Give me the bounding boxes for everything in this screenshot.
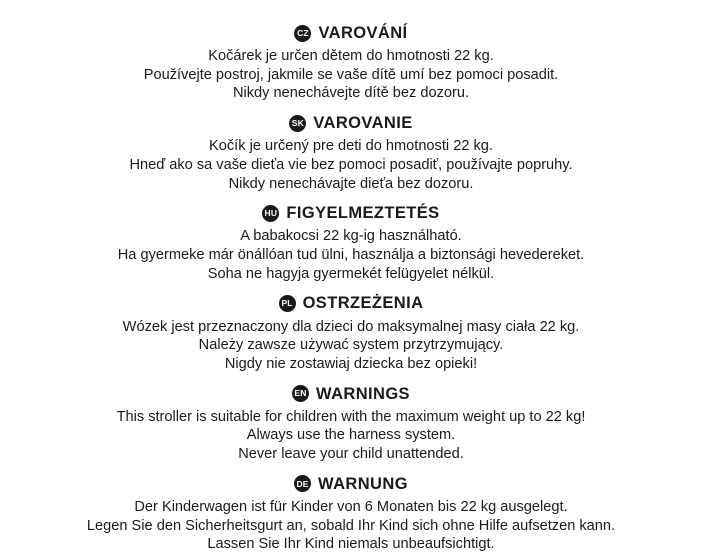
section-title: OSTRZEŻENIA — [302, 294, 424, 313]
warning-section-en — [10, 385, 692, 464]
section-heading — [10, 385, 692, 403]
body-line: Der Kinderwagen ist für Kinder von 6 Monaten bis 22 kg ausgelegt. — [134, 498, 568, 515]
country-code-badge-icon: HU — [262, 205, 279, 222]
section-body — [10, 227, 692, 283]
section-body — [10, 498, 692, 554]
section-heading — [10, 204, 692, 222]
section-heading — [10, 114, 692, 132]
section-body — [10, 137, 692, 193]
section-body — [10, 318, 692, 374]
section-title: VAROVANIE — [313, 114, 413, 133]
country-code-badge-icon: EN — [292, 385, 309, 402]
section-title: WARNUNG — [318, 474, 408, 493]
country-code-badge-icon: SK — [289, 115, 306, 132]
section-title: WARNINGS — [316, 384, 410, 403]
body-line: Never leave your child unattended. — [238, 446, 464, 463]
body-line: Kočárek je určen dětem do hmotnosti 22 kg. — [208, 48, 494, 65]
body-line: Lassen Sie Ihr Kind niemals unbeaufsichtigt. — [207, 536, 495, 553]
warning-section-cz — [10, 24, 692, 103]
body-line: Hneď ako sa vaše dieťa vie bez pomoci posadiť, používajte popruhy. — [129, 156, 573, 173]
warning-section-hu — [10, 204, 692, 283]
country-code-badge-icon: DE — [294, 475, 311, 492]
body-line: This stroller is suitable for children with the maximum weight up to 22 kg! — [116, 408, 586, 425]
section-title: VAROVÁNÍ — [318, 24, 408, 42]
warning-section-pl — [10, 294, 692, 373]
section-heading — [10, 475, 692, 493]
warning-section-sk — [10, 114, 692, 193]
body-line: Soha ne hagyja gyermekét felügyelet nélkül. — [207, 265, 495, 282]
body-line: Legen Sie den Sicherheitsgurt an, sobald Ihr Kind sich ohne Hilfe aufsetzen kann. — [86, 517, 616, 534]
section-body — [10, 47, 692, 103]
warning-section-de — [10, 475, 692, 554]
section-heading — [10, 24, 692, 42]
body-line: Kočík je určený pre deti do hmotnosti 22 kg. — [209, 138, 493, 155]
body-line: Nikdy nenechávejte dítě bez dozoru. — [232, 85, 470, 102]
body-line: Wózek jest przeznaczony dla dzieci do maksymalnej masy ciała 22 kg. — [122, 318, 580, 335]
section-title: FIGYELMEZTETÉS — [286, 204, 440, 223]
body-line: Nikdy nenechávajte dieťa bez dozoru. — [228, 175, 474, 192]
body-line: Należy zawsze używać system przytrzymujący. — [198, 337, 504, 354]
body-line: Používejte postroj, jakmile se vaše dítě umí bez pomoci posadit. — [143, 66, 559, 83]
body-line: Ha gyermeke már önállóan tud ülni, használja a biztonsági hevedereket. — [117, 247, 585, 264]
body-line: Nigdy nie zostawiaj dziecka bez opieki! — [224, 355, 478, 372]
country-code-badge-icon: CZ — [294, 25, 311, 42]
body-line: Always use the harness system. — [246, 427, 456, 444]
section-heading — [10, 294, 692, 312]
section-body — [10, 408, 692, 464]
country-code-badge-icon: PL — [279, 295, 296, 312]
body-line: A babakocsi 22 kg-ig használható. — [240, 228, 462, 245]
